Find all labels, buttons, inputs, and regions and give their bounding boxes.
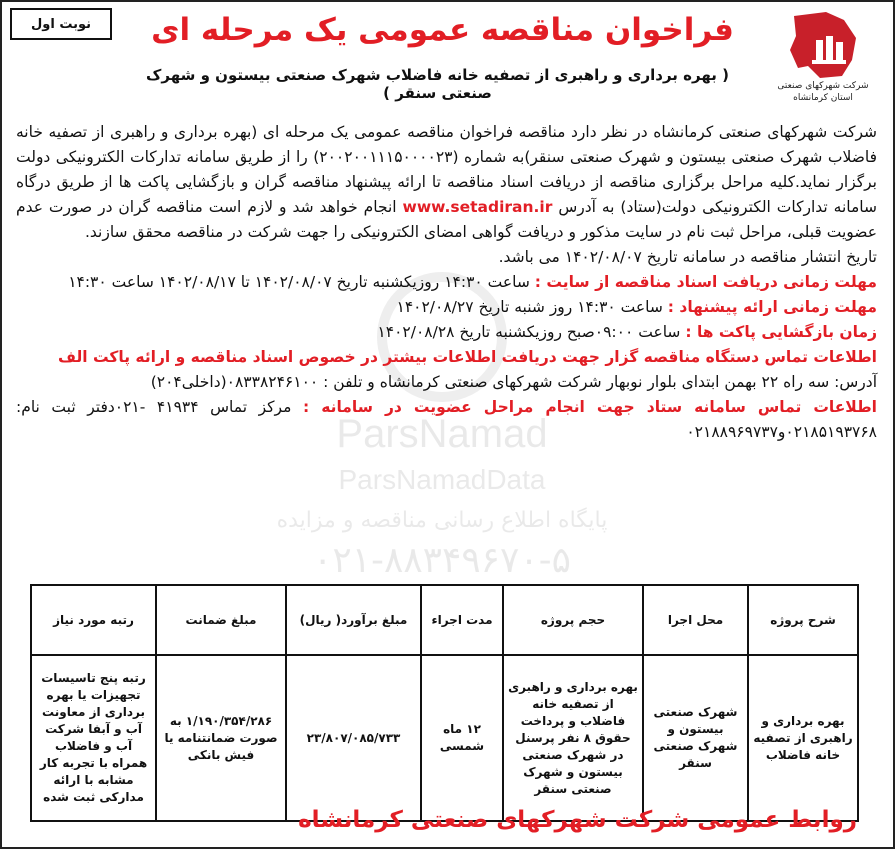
public-relations-signature: روابط عمومی شرکت شهرکهای صنعتی کرمانشاه (298, 807, 857, 833)
intro-paragraph (16, 120, 877, 245)
header-required-rank: رتبه مورد نیاز (31, 585, 156, 655)
intro-text-end: انجام خواهد شد و لازم است مناقصه گران در صورت عدم عضویت قبلی، مراحل ثبت نام در سایت مذکور و دریافت گواهی امضای الکترونیکی را جهت شرکت در مناقصه محقق سازند. (16, 198, 877, 241)
table-header-row (31, 585, 858, 655)
cell-location: شهرک صنعتی بیستون و شهرک صنعتی سنقر (643, 655, 748, 821)
header-estimate: مبلغ برآورد( ریال) (286, 585, 421, 655)
offer-deadline (16, 295, 877, 320)
cell-guarantee: ۱/۱۹۰/۳۵۴/۲۸۶ به صورت ضمانتنامه یا فیش بانکی (156, 655, 286, 821)
publish-date: تاریخ انتشار مناقصه در سامانه تاریخ ۱۴۰۲/۰۸/۰۷ می باشد. (498, 248, 877, 266)
opening-time-value: ساعت ۰۹:۰۰صبح روزیکشنبه تاریخ ۱۴۰۲/۰۸/۲۸ (377, 323, 681, 341)
iran-map-icon (786, 10, 860, 80)
header-guarantee: مبلغ ضمانت (156, 585, 286, 655)
notice-subtitle: ( بهره برداری و راهبری از تصفیه خانه فاضلاب شهرک صنعتی بیستون و شهرک صنعتی سنقر ) (146, 66, 729, 102)
table-row (31, 655, 858, 821)
watermark-text-1: ParsNamad (336, 412, 548, 456)
docs-deadline-label: مهلت زمانی دریافت اسناد مناقصه از سایت : (534, 273, 877, 291)
header-project-volume: حجم پروژه (503, 585, 643, 655)
company-logo (763, 10, 883, 110)
intro-text: شرکت شهرکهای صنعتی کرمانشاه در نظر دارد مناقصه فراخوان مناقصه عمومی یک مرحله ای (بهره برداری و راهبری از تصفیه خانه فاضلاب شهرک صنعتی بیستون و شهرک صنعتی سنقر)به شماره (۲۰۰۲۰۰۱۱۱۵۰۰۰۰۲۳) را از طریق سامانه تدارکات الکترونیکی دولت برگزار نماید.کلیه مراحل برگزاری مناقصه از دریافت اسناد مناقصه تا ارائه پیشنهاد مناقصه گران و بازگشایی پاکت ها از طریق درگاه سامانه تدارکات الکترونیکی دولت(ستاد) به آدرس (16, 123, 877, 216)
setad-contact (16, 395, 877, 445)
logo-caption-line2: استان کرمانشاه (793, 93, 853, 103)
logo-caption-line1: شرکت شهرکهای صنعتی (777, 81, 869, 91)
website-link[interactable]: www.setadiran.ir (402, 198, 553, 216)
notice-body (16, 120, 877, 445)
watermark-text-2: ParsNamadData (338, 464, 546, 495)
cell-required-rank: رتبه پنج تاسیسات تجهیزات یا بهره برداری از معاونت آب و آبفا شرکت آب و فاضلاب همراه با تجربه کار مشابه با ارائه مدارکی ثبت شده (31, 655, 156, 821)
opening-time-label: زمان بازگشایی پاکت ها : (685, 323, 877, 341)
cell-project-volume: بهره برداری و راهبری از تصفیه خانه فاضلاب و پرداخت حقوق ۸ نفر پرسنل در شهرک صنعتی بیستون و شهرک صنعتی سنقر (503, 655, 643, 821)
watermark-phone: ۰۲۱-۸۸۳۴۹۶۷۰-۵ (312, 540, 572, 581)
header-duration: مدت اجراء (421, 585, 503, 655)
address: آدرس: سه راه ۲۲ بهمن ابتدای بلوار نوبهار شرکت شهرکهای صنعتی کرمانشاه و تلفن : ۰۸۳۳۸۲۴۶۱۰۰(داخلی۲۰۴) (150, 373, 877, 391)
cell-estimate: ۲۳/۸۰۷/۰۸۵/۷۳۳ (286, 655, 421, 821)
docs-deadline-value: ساعت ۱۴:۳۰ روزیکشنبه تاریخ ۱۴۰۲/۰۸/۰۷ تا ۱۴۰۲/۰۸/۱۷ ساعت ۱۴:۳۰ (68, 273, 530, 291)
cell-project-description: بهره برداری و راهبری از تصفیه خانه فاضلاب (748, 655, 858, 821)
offer-deadline-label: مهلت زمانی ارائه پیشنهاد : (667, 298, 877, 316)
setad-contact-label: اطلاعات تماس سامانه ستاد جهت انجام مراحل عضویت در سامانه : (303, 398, 877, 416)
setad-contact-value: مرکز تماس ۴۱۹۳۴ -۰۲۱دفتر ثبت نام: ۰۲۱۸۵۱۹۳۷۶۸و۰۲۱۸۸۹۶۹۷۳۷ (16, 398, 877, 441)
docs-deadline (16, 270, 877, 295)
cell-duration: ۱۲ ماه شمسی (421, 655, 503, 821)
round-badge: نوبت اول (10, 8, 112, 40)
opening-time (16, 320, 877, 345)
header-project-description: شرح پروژه (748, 585, 858, 655)
project-table (30, 584, 859, 822)
offer-deadline-value: ساعت ۱۴:۳۰ روز شنبه تاریخ ۱۴۰۲/۰۸/۲۷ (396, 298, 663, 316)
watermark-text-3: پایگاه اطلاع رسانی مناقصه و مزایده (276, 508, 608, 533)
notice-title: فراخوان مناقصه عمومی یک مرحله ای (151, 12, 734, 48)
contact-heading: اطلاعات تماس دستگاه مناقصه گزار جهت دریافت اطلاعات بیشتر در خصوص اسناد مناقصه و ارائه پاکت الف (57, 348, 877, 366)
header-location: محل اجرا (643, 585, 748, 655)
